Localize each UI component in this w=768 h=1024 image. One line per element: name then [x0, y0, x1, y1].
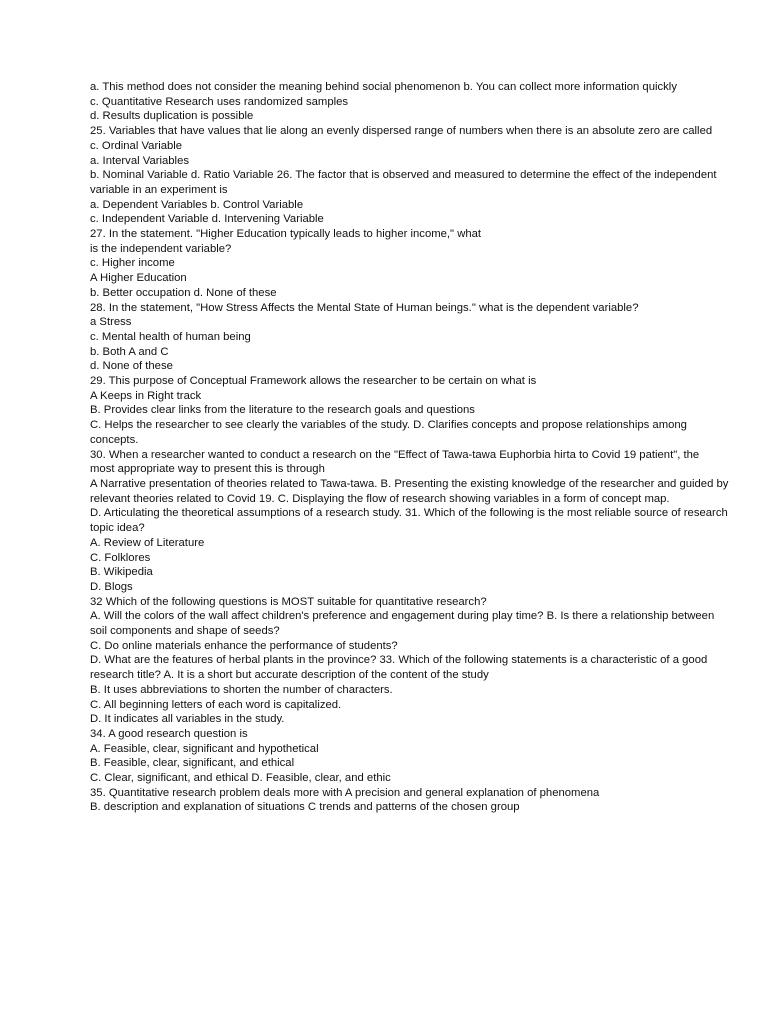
text-line: c. Quantitative Research uses randomized samples: [90, 95, 349, 108]
text-line: is the independent variable?: [90, 242, 232, 255]
text-line: C. Clear, significant, and ethical D. Feasible, clear, and ethic: [90, 772, 391, 785]
question-29: 29. This purpose of Conceptual Framework allows the researcher to be certain on what is: [90, 375, 537, 388]
text-line: d. Results duplication is possible: [90, 110, 254, 123]
text-line: A Narrative presentation of theories related to Tawa-tawa. B. Presenting the existing knowledge of the researcher and guided by relevant theories related to Covid 19. C. Displaying the flow of research showing variables in a form of concept map.: [90, 477, 729, 505]
question-30: 30. When a researcher wanted to conduct a research on the "Effect of Tawa-tawa Euphorbia hirta to Covid 19 patient", the: [90, 448, 700, 461]
question-32: 32 Which of the following questions is MOST suitable for quantitative research?: [90, 595, 487, 608]
text-line: most appropriate way to present this is through: [90, 463, 325, 476]
question-26: b. Nominal Variable d. Ratio Variable 26. The factor that is observed and measured to determine the effect of the independent variable in an experiment is: [90, 169, 717, 196]
text-line: A Higher Education: [90, 272, 187, 285]
text-line: b. Better occupation d. None of these: [90, 286, 277, 299]
question-35: 35. Quantitative research problem deals more with A precision and general explanation of phenomena: [90, 786, 600, 799]
text-line: D. It indicates all variables in the study.: [90, 713, 285, 726]
text-line: c. Mental health of human being: [90, 330, 251, 343]
text-line: c. Higher income: [90, 257, 175, 270]
text-line: d. None of these: [90, 360, 173, 373]
text-line: c. Ordinal Variable: [90, 139, 183, 152]
text-line: a. Interval Variables: [90, 154, 190, 167]
text-line: D. Blogs: [90, 580, 133, 593]
text-line: C. Folklores: [90, 551, 151, 564]
text-line: a. Dependent Variables b. Control Variable: [90, 198, 304, 211]
document-page: [90, 80, 730, 815]
text-line: c. Independent Variable d. Intervening Variable: [90, 213, 324, 226]
question-31: D. Articulating the theoretical assumptions of a research study. 31. Which of the following is the most reliable source of research topic idea?: [90, 507, 728, 535]
text-line: A. Review of Literature: [90, 536, 205, 549]
text-line: B. It uses abbreviations to shorten the number of characters.: [90, 683, 393, 696]
text-line: A Keeps in Right track: [90, 389, 202, 402]
text-line: B. description and explanation of situations C trends and patterns of the chosen group: [90, 801, 520, 814]
text-line: A. Feasible, clear, significant and hypothetical: [90, 742, 319, 755]
question-34: 34. A good research question is: [90, 727, 248, 740]
text-line: a Stress: [90, 316, 132, 329]
question-28: 28. In the statement, "How Stress Affects the Mental State of Human beings." what is the dependent variable?: [90, 301, 639, 314]
text-line: b. Both A and C: [90, 345, 169, 358]
question-33: D. What are the features of herbal plants in the province? 33. Which of the following statements is a characteristic of a good research title? A. It is a short but accurate description of the content of the study: [90, 654, 708, 682]
question-27: 27. In the statement. "Higher Education typically leads to higher income," what: [90, 228, 482, 241]
text-line: B. Provides clear links from the literature to the research goals and questions: [90, 404, 475, 417]
text-line: C. Do online materials enhance the performance of students?: [90, 639, 398, 652]
text-line: C. Helps the researcher to see clearly the variables of the study. D. Clarifies concepts and propose relationships among concepts.: [90, 419, 687, 446]
question-25: 25. Variables that have values that lie along an evenly dispersed range of numbers when there is an absolute zero are called: [90, 125, 713, 138]
text-line: B. Wikipedia: [90, 566, 153, 579]
text-line: a. This method does not consider the meaning behind social phenomenon b. You can collect more information quickly: [90, 81, 677, 93]
text-line: A. Will the colors of the wall affect children's preference and engagement during play time? B. Is there a relationship between soil components and shape of seeds?: [90, 610, 715, 638]
text-line: B. Feasible, clear, significant, and ethical: [90, 757, 295, 770]
text-line: C. All beginning letters of each word is capitalized.: [90, 698, 342, 711]
